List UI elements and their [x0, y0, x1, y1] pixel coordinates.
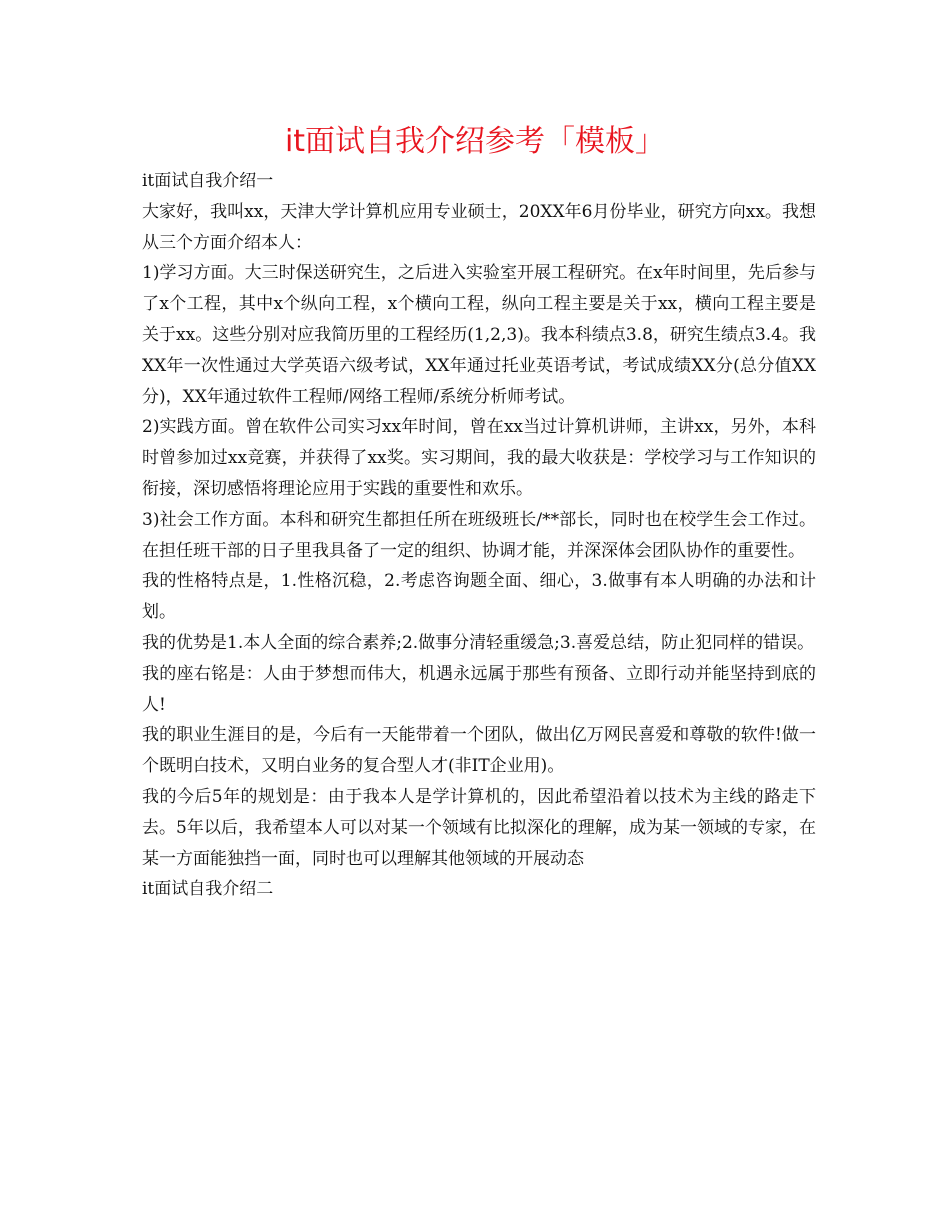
- paragraph-study: 1)学习方面。大三时保送研究生，之后进入实验室开展工程研究。在x年时间里，先后参与了x个工程，其中x个纵向工程，x个横向工程，纵向工程主要是关于xx，横向工程主要是关于xx。这些分别对应我简历里的工程经历(1,2,3)。我本科绩点3.8，研究生绩点3.4。我XX年一次性通过大学英语六级考试，XX年通过托业英语考试，考试成绩XX分(总分值XX分)，XX年通过软件工程师/网络工程师/系统分析师考试。: [142, 263, 816, 407]
- paragraph-career-goal: 我的职业生涯目的是，今后有一天能带着一个团队，做出亿万网民喜爱和尊敬的软件!做一个既明白技术，又明白业务的复合型人才(非IT企业用)。: [142, 725, 816, 777]
- document-title: it面试自我介绍参考「模板」: [284, 124, 666, 159]
- section-heading-2: it面试自我介绍二: [142, 879, 274, 900]
- paragraph-motto: 我的座右铭是：人由于梦想而伟大，机遇永远属于那些有预备、立即行动并能坚持到底的人!: [142, 663, 816, 715]
- paragraph-practice: 2)实践方面。曾在软件公司实习xx年时间，曾在xx当过计算机讲师，主讲xx，另外，本科时曾参加过xx竞赛，并获得了xx奖。实习期间，我的最大收获是：学校学习与工作知识的衔接，深切感悟将理论应用于实践的重要性和欢乐。: [142, 417, 816, 499]
- paragraph-five-year-plan: 我的今后5年的规划是：由于我本人是学计算机的，因此希望沿着以技术为主线的路走下去。5年以后，我希望本人可以对某一个领域有比拟深化的理解，成为某一领域的专家，在某一方面能独挡一面，同时也可以理解其他领域的开展动态: [142, 786, 816, 869]
- document-body: [142, 166, 816, 905]
- paragraph-greeting: 大家好，我叫xx，天津大学计算机应用专业硕士，20XX年6月份毕业，研究方向xx。我想从三个方面介绍本人：: [142, 201, 816, 253]
- section-heading-1: it面试自我介绍一: [142, 171, 274, 191]
- paragraph-strengths: 我的优势是1.本人全面的综合素养;2.做事分清轻重缓急;3.喜爱总结，防止犯同样的错误。: [142, 632, 815, 653]
- paragraph-social-work: 3)社会工作方面。本科和研究生都担任所在班级班长/**部长，同时也在校学生会工作过。在担任班干部的日子里我具备了一定的组织、协调才能，并深深体会团队协作的重要性。: [142, 509, 816, 561]
- paragraph-personality: 我的性格特点是，1.性格沉稳，2.考虑咨询题全面、细心，3.做事有本人明确的办法和计划。: [142, 571, 816, 623]
